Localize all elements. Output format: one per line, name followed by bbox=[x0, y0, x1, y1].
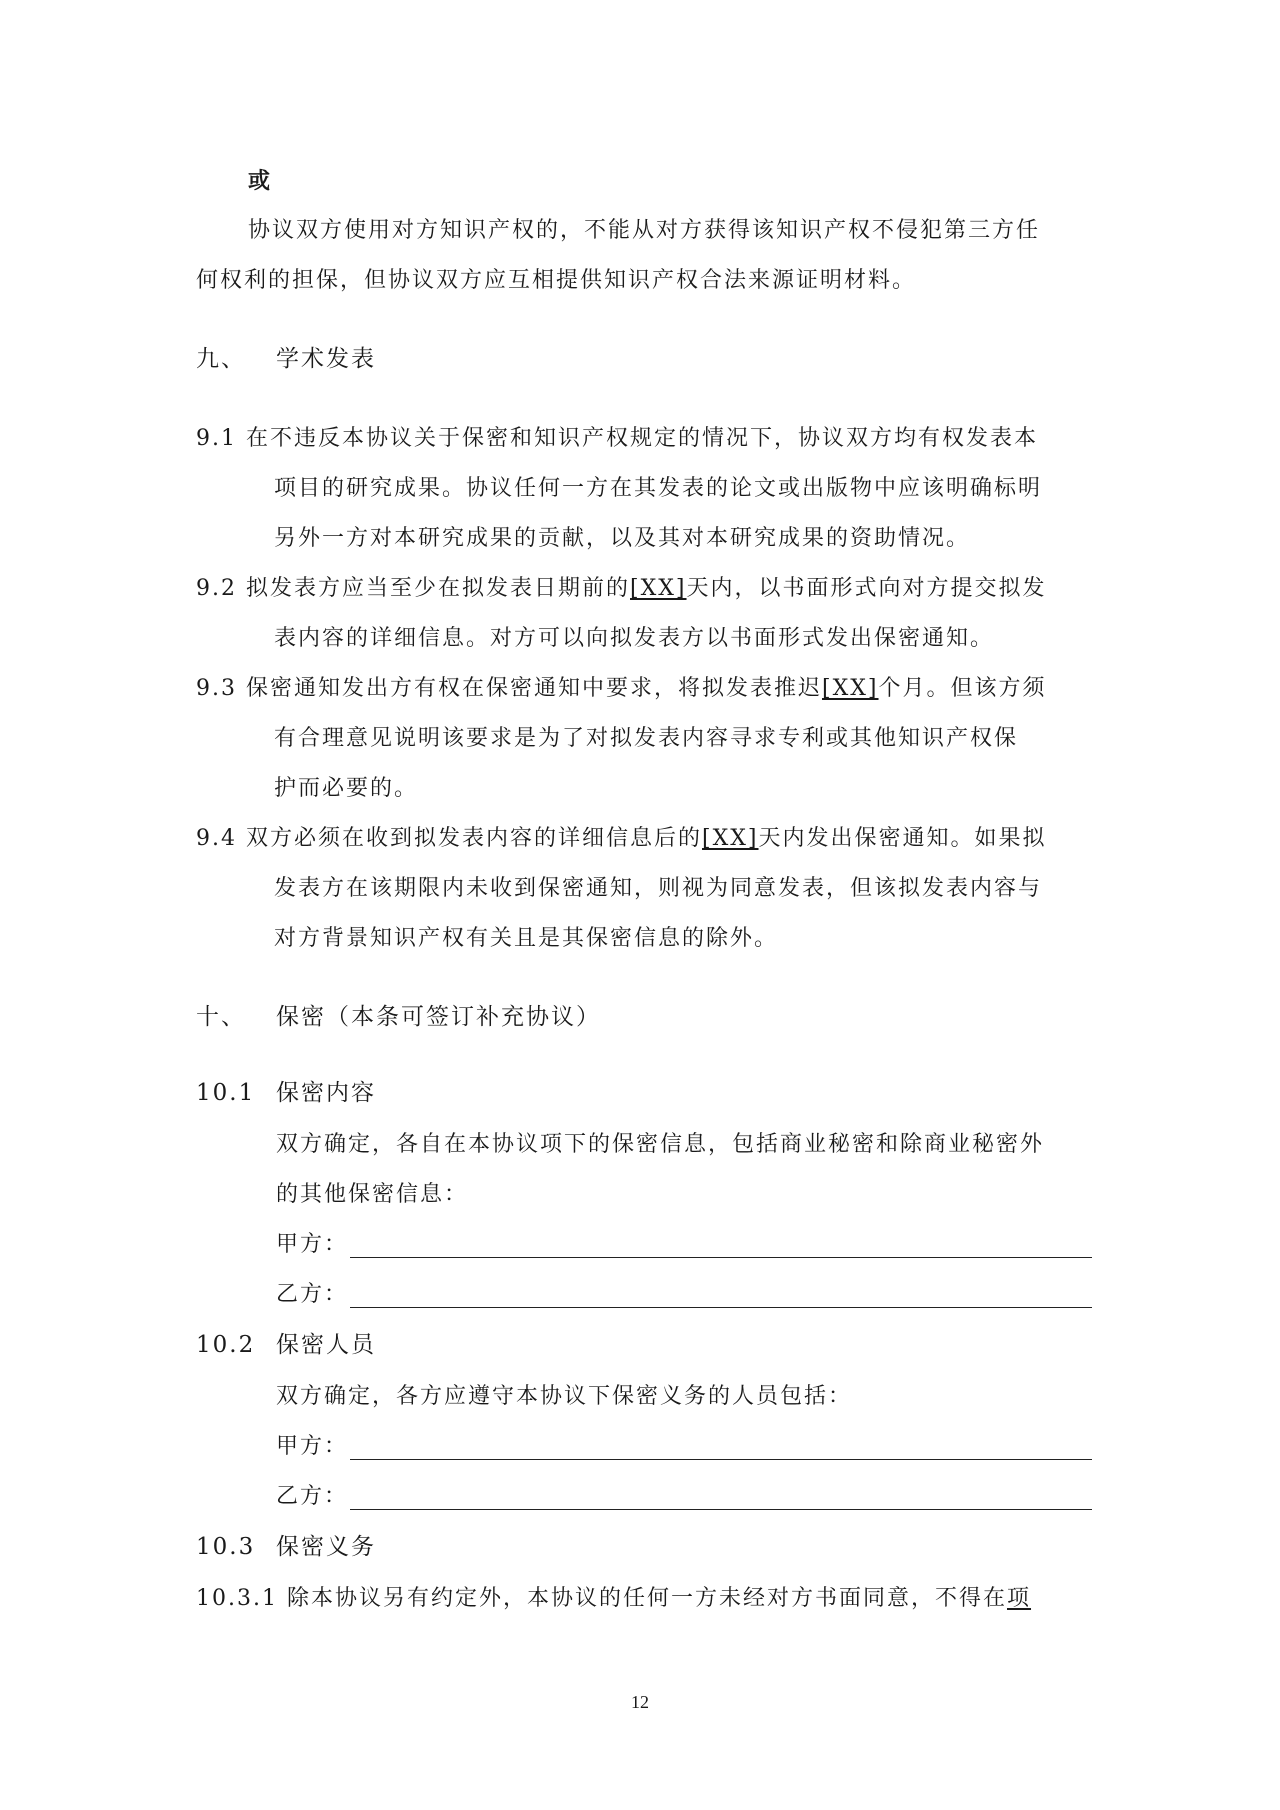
sub-10-1-text-2: 的其他保密信息： bbox=[276, 1182, 469, 1207]
sub-10-3-1-line bbox=[196, 1584, 1031, 1614]
sub-10-3-title: 保密义务 bbox=[276, 1534, 376, 1560]
item-9-1-text: 在不违反本协议关于保密和知识产权规定的情况下，协议双方均有权发表本 bbox=[246, 426, 1039, 451]
item-9-2-text-a: 拟发表方应当至少在拟发表日期前的 bbox=[246, 576, 631, 601]
item-9-3-line-2: 有合理意见说明该要求是为了对拟发表内容寻求专利或其他知识产权保 bbox=[274, 726, 1019, 751]
sub-10-2-title: 保密人员 bbox=[276, 1332, 376, 1358]
page-number: 12 bbox=[631, 1692, 649, 1712]
sub-10-1-party-a-row bbox=[276, 1230, 1092, 1260]
item-9-1-line-3: 另外一方对本研究成果的贡献，以及其对本研究成果的资助情况。 bbox=[274, 526, 971, 551]
sub-10-1-party-b-blank[interactable] bbox=[350, 1307, 1092, 1308]
sub-10-2-party-a-label: 甲方： bbox=[276, 1434, 349, 1459]
sub-10-3-number: 10.3 bbox=[196, 1534, 256, 1560]
item-9-2-line-2: 表内容的详细信息。对方可以向拟发表方以书面形式发出保密通知。 bbox=[274, 626, 995, 651]
sub-10-1-heading bbox=[196, 1078, 376, 1108]
sub-10-2-party-a-blank[interactable] bbox=[350, 1459, 1092, 1460]
sub-10-3-heading bbox=[196, 1532, 376, 1562]
item-9-2-text-b: 天内，以书面形式向对方提交拟发 bbox=[686, 576, 1047, 601]
item-9-2-number: 9.2 bbox=[196, 576, 237, 601]
item-9-3-placeholder: [XX] bbox=[822, 676, 879, 701]
item-9-3-number: 9.3 bbox=[196, 676, 237, 701]
item-9-1-number: 9.1 bbox=[196, 426, 237, 451]
section-10-title: 保密（本条可签订补充协议） bbox=[276, 1004, 601, 1030]
item-9-2-first bbox=[196, 574, 1047, 604]
section-9-title: 学术发表 bbox=[276, 346, 376, 372]
sub-10-1-party-a-blank[interactable] bbox=[350, 1257, 1092, 1258]
intro-line-1: 协议双方使用对方知识产权的，不能从对方获得该知识产权不侵犯第三方任 bbox=[248, 218, 1041, 243]
section-9-number: 九、 bbox=[196, 346, 246, 372]
item-9-4-number: 9.4 bbox=[196, 826, 237, 851]
item-9-4-placeholder: [XX] bbox=[702, 826, 759, 851]
section-10-heading bbox=[196, 1002, 601, 1032]
sub-10-2-text-1: 双方确定，各方应遵守本协议下保密义务的人员包括： bbox=[276, 1384, 853, 1409]
item-9-3-line-3: 护而必要的。 bbox=[274, 776, 419, 801]
sub-10-1-party-b-row bbox=[276, 1280, 1092, 1310]
section-9-heading bbox=[196, 344, 376, 374]
intro-line-2: 何权利的担保，但协议双方应互相提供知识产权合法来源证明材料。 bbox=[196, 268, 917, 293]
sub-10-1-title: 保密内容 bbox=[276, 1080, 376, 1106]
item-9-3-text-a: 保密通知发出方有权在保密通知中要求，将拟发表推迟 bbox=[246, 676, 823, 701]
sub-10-3-1-number: 10.3.1 bbox=[196, 1586, 278, 1611]
sub-10-2-party-a-row bbox=[276, 1432, 1092, 1462]
item-9-4-text-b: 天内发出保密通知。如果拟 bbox=[758, 826, 1047, 851]
item-9-4-text-a: 双方必须在收到拟发表内容的详细信息后的 bbox=[246, 826, 703, 851]
item-9-4-line-3: 对方背景知识产权有关且是其保密信息的除外。 bbox=[274, 926, 779, 951]
section-10-number: 十、 bbox=[196, 1004, 246, 1030]
item-9-1-line-2: 项目的研究成果。协议任何一方在其发表的论文或出版物中应该明确标明 bbox=[274, 476, 1043, 501]
item-9-4-line-2: 发表方在该期限内未收到保密通知，则视为同意发表，但该拟发表内容与 bbox=[274, 876, 1043, 901]
item-9-1-first bbox=[196, 424, 1038, 454]
item-9-4-first bbox=[196, 824, 1047, 854]
item-9-3-text-b: 个月。但该方须 bbox=[878, 676, 1047, 701]
sub-10-2-heading bbox=[196, 1330, 376, 1360]
sub-10-2-party-b-row bbox=[276, 1482, 1092, 1512]
or-label: 或 bbox=[248, 168, 273, 194]
sub-10-2-number: 10.2 bbox=[196, 1332, 256, 1358]
sub-10-2-party-b-blank[interactable] bbox=[350, 1509, 1092, 1510]
sub-10-1-party-a-label: 甲方： bbox=[276, 1232, 349, 1257]
sub-10-1-text-1: 双方确定，各自在本协议项下的保密信息，包括商业秘密和除商业秘密外 bbox=[276, 1132, 1045, 1157]
item-9-3-first bbox=[196, 674, 1047, 704]
sub-10-1-party-b-label: 乙方： bbox=[276, 1282, 349, 1307]
sub-10-3-1-underlined: 项 bbox=[1007, 1586, 1032, 1611]
sub-10-3-1-text: 除本协议另有约定外，本协议的任何一方未经对方书面同意，不得在 bbox=[286, 1586, 1007, 1611]
sub-10-2-party-b-label: 乙方： bbox=[276, 1484, 349, 1509]
item-9-2-placeholder: [XX] bbox=[630, 576, 687, 601]
sub-10-1-number: 10.1 bbox=[196, 1080, 256, 1106]
